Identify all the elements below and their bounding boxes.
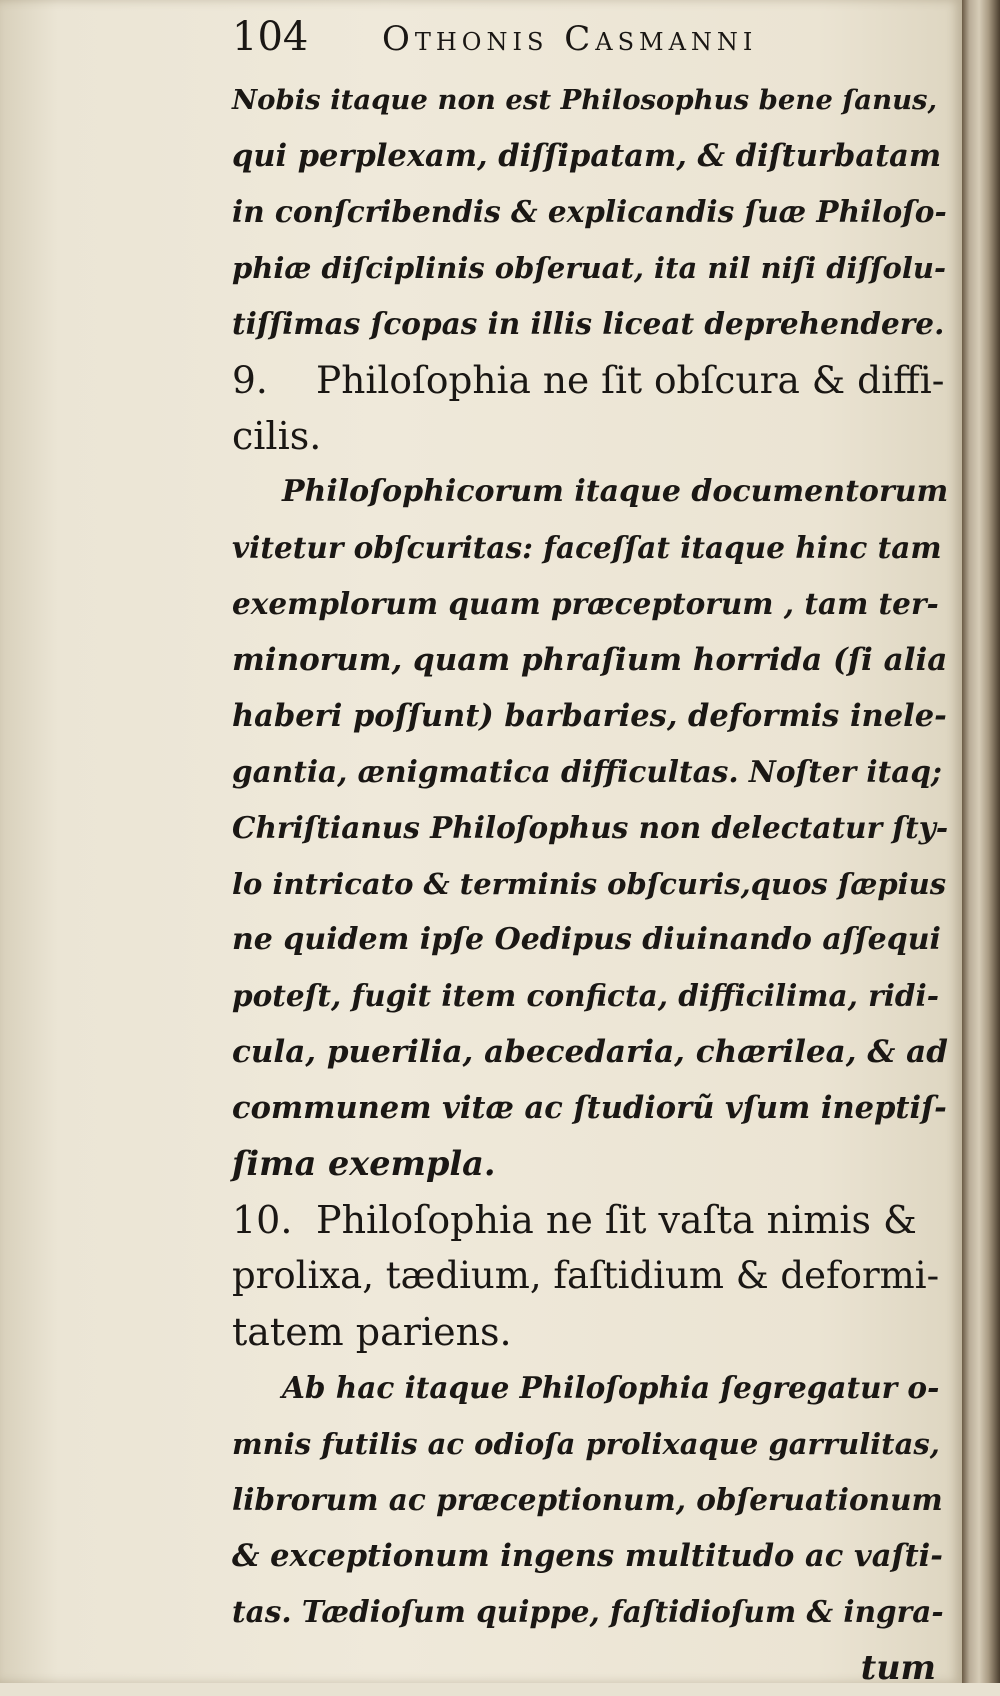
text-line: & exceptionum ingens multitudo ac vaſti- <box>232 1538 943 1574</box>
text-line <box>232 1192 948 1248</box>
text-line: haberi poſſunt) barbaries, deformis inele- <box>232 698 947 734</box>
text-line: vitetur obſcuritas: faceſſat itaque hinc tam <box>232 530 942 565</box>
text-line: phiæ diſciplinis obſeruat, ita nil niſi diſſolu- <box>232 251 946 285</box>
text-line: Chriſtianus Philoſophus non delectatur ſty- <box>232 810 949 845</box>
text-line: librorum ac præceptionum, obſeruationum <box>232 1482 943 1517</box>
text-line: ne quidem ipſe Oedipus diuinando aſſequi <box>232 922 941 957</box>
heading-text: Philoſophia ne ſit vaſta nimis & <box>316 1198 917 1242</box>
catchword: tum <box>860 1648 936 1687</box>
paragraph-3 <box>232 1360 948 1640</box>
section-9-heading <box>232 352 948 464</box>
paragraph-1 <box>232 72 948 352</box>
section-number: 10. <box>232 1198 293 1242</box>
text-line: gantia, ænigmatica difficultas. Noſter itaq; <box>232 754 942 789</box>
text-line: poteſt, fugit item conficta, difficilima, ridi- <box>232 978 940 1013</box>
page-text <box>232 14 948 1696</box>
text-line: mnis futilis ac odioſa prolixaque garrulitas, <box>232 1427 940 1461</box>
text-line: qui perplexam, diſſipatam, & diſturbatam <box>232 138 942 174</box>
text-line: tiſſimas ſcopas in illis liceat deprehendere. <box>232 306 945 341</box>
text-line: Ab hac itaque Philoſophia ſegregatur o- <box>282 1370 940 1405</box>
text-line: tas. Tædioſum quippe, faſtidioſum & ingra- <box>232 1594 944 1629</box>
heading-text: Philoſophia ne ſit obſcura & diffi- <box>316 358 945 402</box>
text-line: cula, puerilia, abecedaria, chærilea, & ad <box>232 1034 948 1070</box>
text-line: lo intricato & terminis obſcuris,quos ſæpius <box>232 867 947 901</box>
text-line: exemplorum quam præceptorum , tam ter- <box>232 586 939 621</box>
text-line: tatem pariens. <box>232 1310 512 1354</box>
text-line: ſima exempla. <box>232 1144 496 1183</box>
text-line: Nobis itaque non est Philosophus bene ſanus, <box>232 84 938 116</box>
section-10-heading <box>232 1192 948 1360</box>
text-line: in conſcribendis & explicandis ſuæ Philoſo- <box>232 194 947 229</box>
page-edge <box>962 0 1000 1683</box>
text-line: communem vitæ ac ſtudiorũ vſum ineptiſ- <box>232 1090 947 1126</box>
text-line: cilis. <box>232 414 322 458</box>
running-title: Othonis Casmanni <box>382 19 758 59</box>
text-line <box>232 352 948 408</box>
page-number: 104 <box>232 14 309 60</box>
text-line: minorum, quam phraſium horrida (ſi alia <box>232 642 948 678</box>
running-header <box>232 14 948 72</box>
text-line: Philoſophicorum itaque documentorum <box>282 474 949 509</box>
text-line: prolixa, tædium, faſtidium & deformi- <box>232 1254 940 1297</box>
paragraph-2 <box>232 464 948 1192</box>
section-number: 9. <box>232 358 268 402</box>
